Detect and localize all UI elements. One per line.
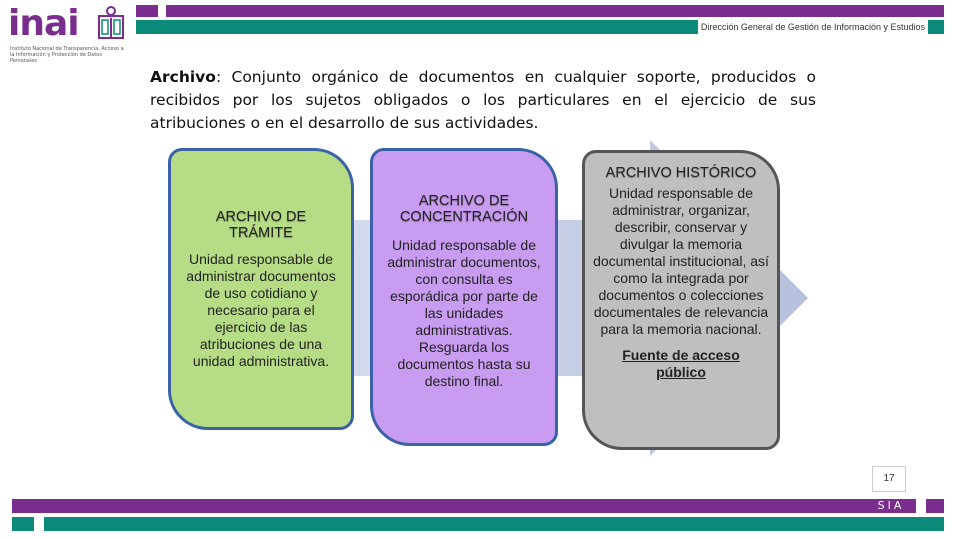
concentracion-description: Unidad responsable de administrar documentos, con consulta es esporádica por parte de las unidades administrativas. Resguarda los documentos hasta su destino final. xyxy=(387,237,541,389)
historico-title: ARCHIVO HISTÓRICO xyxy=(605,165,757,181)
archivo-historico-card xyxy=(582,150,780,450)
archivo-tramite-card xyxy=(168,148,354,430)
definition-line-3: atribuciones o en el desarrollo de sus actividades. xyxy=(150,114,539,132)
definition-term: Archivo xyxy=(150,68,216,86)
header-accent-bar xyxy=(136,5,158,17)
historico-description: Unidad responsable de administrar, organizar, describir, conservar y divulgar la memoria documental institucional, así como la integrada por documentos o colecciones documentales de relevancia para la memoria nacional. xyxy=(593,185,769,337)
page-number: 17 xyxy=(872,466,906,492)
inai-logo xyxy=(8,4,128,64)
definition-line-2: recibidos por los sujetos obligados o los particulares en el ejercicio de sus xyxy=(150,91,816,109)
tramite-description: Unidad responsable de administrar documentos de uso cotidiano y necesario para el ejercicio de las atribuciones de una unidad administrativa. xyxy=(186,251,336,369)
concentracion-title xyxy=(373,193,555,225)
tramite-title-line-2: TRÁMITE xyxy=(229,225,293,241)
definition-line-1-text: : Conjunto orgánico de documentos en cualquier soporte, producidos o xyxy=(215,68,816,86)
footer-purple-bar xyxy=(12,499,916,513)
historico-access-note: Fuente de acceso público xyxy=(622,347,740,380)
concentracion-title-line-2: CONCENTRACIÓN xyxy=(399,209,529,225)
book-person-icon xyxy=(96,6,126,40)
footer-teal-bar xyxy=(44,517,944,531)
tramite-title xyxy=(171,209,351,241)
header-purple-bar xyxy=(166,5,944,17)
logo-subtitle: Instituto Nacional de Transparencia, Acceso a la Información y Protección de Datos Personales xyxy=(10,46,124,64)
concentracion-title-line-1: ARCHIVO DE xyxy=(418,193,510,209)
footer-brand: SIA xyxy=(866,499,916,513)
logo-wordmark: inai xyxy=(8,3,79,44)
definition-line-1 xyxy=(150,66,816,89)
footer-teal-accent xyxy=(12,517,34,531)
header-caption: Dirección General de Gestión de Información y Estudios xyxy=(698,20,928,34)
footer-accent-bar xyxy=(926,499,944,513)
archivo-definition xyxy=(150,66,816,135)
archivo-concentracion-card xyxy=(370,148,558,446)
tramite-title-line-1: ARCHIVO DE xyxy=(215,209,307,225)
